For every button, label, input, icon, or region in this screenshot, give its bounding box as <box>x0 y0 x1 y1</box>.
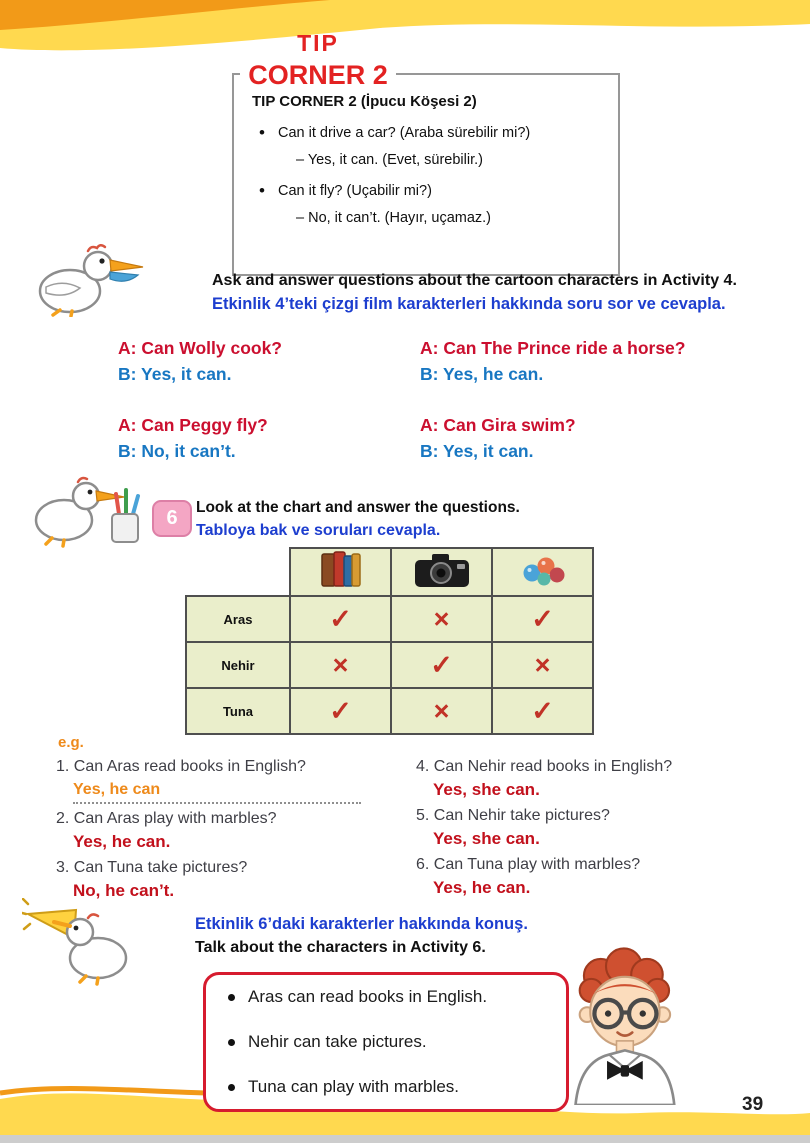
speaking-instruction-tr: Etkinlik 6’daki karakterler hakkında konuş. <box>195 915 528 933</box>
mark-cell: ✓ <box>391 642 492 688</box>
question-answer: Yes, he can. <box>433 878 531 897</box>
dialogue-answer: B: No, it can’t. <box>118 441 236 461</box>
speaking-sentence-text: Nehir can take pictures. <box>248 1032 427 1051</box>
tip-corner-heading <box>238 30 398 91</box>
activity6-number: 6 <box>166 507 178 529</box>
tip-corner-title-main-text: CORNER 2 <box>240 60 396 90</box>
answer-blank-dotted-line: Yes, he can <box>73 779 361 804</box>
mark-cell: × <box>391 688 492 734</box>
speaking-sentence-3 <box>220 1077 552 1097</box>
speaking-sentences-box <box>203 972 569 1112</box>
question-line <box>56 756 412 777</box>
activity6-instructions <box>196 499 520 540</box>
question-answer: Yes, she can. <box>433 829 540 848</box>
mark-cell: ✓ <box>492 596 593 642</box>
question-number: 4. <box>416 758 430 775</box>
question-block-2 <box>56 808 412 853</box>
column-header-marbles <box>492 548 593 596</box>
tip-answer-1: – Yes, it can. (Evet, sürebilir.) <box>296 152 483 168</box>
tip-corner-title-top: TIP <box>297 30 339 56</box>
mark-cell: ✓ <box>492 688 593 734</box>
question-number: 3. <box>56 859 70 876</box>
question-block-1 <box>56 756 412 804</box>
speaking-sentence-1 <box>220 987 552 1007</box>
mark-cell: ✓ <box>290 688 391 734</box>
questions-column-right <box>416 756 800 903</box>
dialogue-pair-peggy <box>118 415 420 462</box>
mark-cell: × <box>492 642 593 688</box>
bullet-dot-icon <box>228 1084 235 1091</box>
tip-corner-title-main <box>238 60 398 91</box>
activity6-number-badge <box>152 500 192 537</box>
pelican-icon <box>30 243 148 317</box>
question-answer: No, he can’t. <box>73 881 175 900</box>
tip-answer-2: – No, it can’t. (Hayır, uçamaz.) <box>296 210 492 226</box>
question-block-5 <box>416 805 800 850</box>
table-row-tuna <box>186 688 593 734</box>
question-answer: Yes, she can. <box>433 780 540 799</box>
mark-cell: × <box>391 596 492 642</box>
table-row-nehir <box>186 642 593 688</box>
question-line <box>416 805 800 826</box>
activity5-instruction-en: Ask and answer questions about the cartoon characters in Activity 4. <box>212 272 737 289</box>
column-header-camera <box>391 548 492 596</box>
question-number: 1. <box>56 758 70 775</box>
marbles-icon <box>519 552 567 588</box>
question-block-3 <box>56 857 412 902</box>
dialogue-question: A: Can Peggy fly? <box>118 415 268 435</box>
row-name: Aras <box>186 596 290 642</box>
tip-box-title: TIP CORNER 2 (İpucu Köşesi 2) <box>252 93 477 110</box>
question-text: Can Nehir read books in English? <box>433 758 673 775</box>
question-line <box>416 756 800 777</box>
question-text: Can Nehir take pictures? <box>433 807 610 824</box>
table-row-aras <box>186 596 593 642</box>
speaking-sentence-2 <box>220 1032 552 1052</box>
pelican-megaphone-icon <box>22 898 144 986</box>
question-text: Can Aras play with marbles? <box>73 810 277 827</box>
question-line <box>416 854 800 875</box>
books-icon <box>316 551 366 589</box>
table-header-row <box>186 548 593 596</box>
question-block-4 <box>416 756 800 801</box>
row-name: Tuna <box>186 688 290 734</box>
question-text: Can Tuna take pictures? <box>73 859 248 876</box>
activity6-instruction-en: Look at the chart and answer the questions. <box>196 499 520 516</box>
tip-question-1: • Can it drive a car? (Araba sürebilir mi?) <box>252 125 602 141</box>
row-name: Nehir <box>186 642 290 688</box>
activity5-dialogues <box>118 338 796 462</box>
dialogue-question: A: Can The Prince ride a horse? <box>420 338 686 358</box>
dialogue-pair-prince <box>420 338 796 385</box>
dialogue-pair-wolly <box>118 338 420 385</box>
mark-cell: × <box>290 642 391 688</box>
bullet-dot-icon <box>228 1039 235 1046</box>
question-line <box>56 857 412 878</box>
pelican-pencils-icon <box>26 468 144 548</box>
dialogue-question: A: Can Gira swim? <box>420 415 576 435</box>
tip-corner-box <box>232 73 620 276</box>
question-text: Can Aras read books in English? <box>73 758 306 775</box>
question-block-6 <box>416 854 800 899</box>
dialogue-pair-gira <box>420 415 796 462</box>
bullet-dot-icon <box>228 994 235 1001</box>
boy-glasses-illustration <box>548 940 706 1105</box>
dialogue-question: A: Can Wolly cook? <box>118 338 282 358</box>
tip-question-2: • Can it fly? (Uçabilir mi?) <box>252 183 602 199</box>
dialogue-answer: B: Yes, it can. <box>420 441 534 461</box>
ability-table <box>185 547 594 735</box>
speaking-sentence-text: Aras can read books in English. <box>248 987 488 1006</box>
table-corner-empty <box>186 548 290 596</box>
speaking-instructions <box>195 915 528 957</box>
activity5-instructions <box>212 272 810 314</box>
question-number: 2. <box>56 810 70 827</box>
page-number: 39 <box>742 1094 764 1115</box>
camera-icon <box>413 551 471 589</box>
example-label: e.g. <box>58 734 84 751</box>
dialogue-answer: B: Yes, he can. <box>420 364 544 384</box>
question-answer: Yes, he can. <box>73 832 171 851</box>
activity6-chart <box>185 547 594 735</box>
dialogue-answer: B: Yes, it can. <box>118 364 232 384</box>
speaking-instruction-en: Talk about the characters in Activity 6. <box>195 939 486 956</box>
questions-column-left <box>56 756 412 906</box>
question-number: 6. <box>416 856 430 873</box>
question-number: 5. <box>416 807 430 824</box>
mark-cell: ✓ <box>290 596 391 642</box>
question-text: Can Tuna play with marbles? <box>433 856 641 873</box>
activity6-instruction-tr: Tabloya bak ve soruları cevapla. <box>196 522 441 539</box>
column-header-books <box>290 548 391 596</box>
question-line <box>56 808 412 829</box>
speaking-sentence-text: Tuna can play with marbles. <box>248 1077 460 1096</box>
activity5-instruction-tr: Etkinlik 4’teki çizgi film karakterleri hakkında soru sor ve cevapla. <box>212 295 726 313</box>
